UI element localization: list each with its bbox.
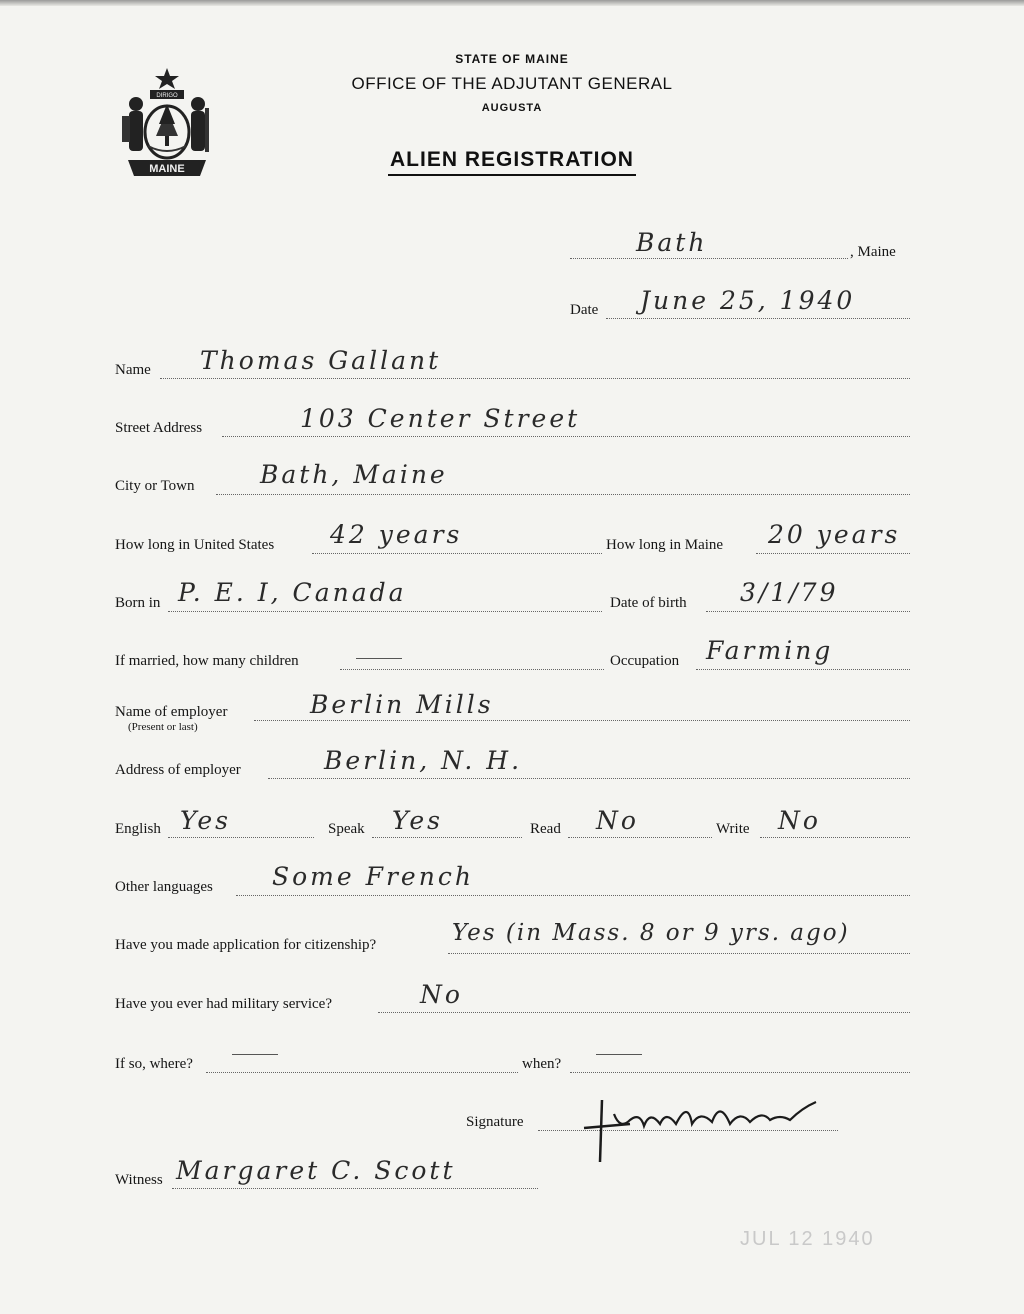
svg-text:DIRIGO: DIRIGO xyxy=(156,93,178,99)
employer-address-label: Address of employer xyxy=(115,762,241,778)
how-long-us-label: How long in United States xyxy=(115,537,275,553)
signature-mark xyxy=(580,1080,830,1170)
born-in-value: P. E. I, Canada xyxy=(178,578,407,607)
read-label: Read xyxy=(530,821,561,837)
street-address-label: Street Address xyxy=(115,420,203,436)
born-in-label: Born in xyxy=(115,595,161,611)
speak-value: Yes xyxy=(392,806,443,835)
scan-edge xyxy=(0,0,1024,6)
name-value: Thomas Gallant xyxy=(200,346,442,375)
date-of-birth-value: 3/1/79 xyxy=(740,578,839,607)
speak-label: Speak xyxy=(328,821,365,837)
english-value: Yes xyxy=(180,806,231,835)
header-city: AUGUSTA xyxy=(481,102,543,114)
city-town-value: Bath, Maine xyxy=(260,460,448,489)
military-value: No xyxy=(420,980,463,1009)
received-stamp: JUL 12 1940 xyxy=(740,1228,875,1250)
date-of-birth-label: Date of birth xyxy=(610,595,687,611)
witness-label: Witness xyxy=(115,1172,163,1188)
how-long-us-value: 42 years xyxy=(330,520,463,549)
date-value: June 25, 1940 xyxy=(640,286,856,315)
city-town-label: City or Town xyxy=(115,478,195,494)
children-label: If married, how many children xyxy=(115,653,299,669)
citizenship-label: Have you made application for citizenship? xyxy=(115,937,377,953)
occupation-value: Farming xyxy=(706,636,834,665)
how-long-maine-value: 20 years xyxy=(768,520,901,549)
when-label: when? xyxy=(522,1056,562,1072)
employer-name-label: Name of employer xyxy=(115,704,228,720)
employer-name-value: Berlin Mills xyxy=(310,690,494,719)
if-so-where-label: If so, where? xyxy=(115,1056,193,1072)
place-label: , Maine xyxy=(850,244,896,260)
witness-value: Margaret C. Scott xyxy=(176,1156,456,1185)
write-value: No xyxy=(778,806,821,835)
occupation-label: Occupation xyxy=(610,653,680,669)
place-value: Bath xyxy=(636,228,708,257)
english-label: English xyxy=(115,821,161,837)
children-blank-dash xyxy=(356,658,402,659)
header-office: OFFICE OF THE ADJUTANT GENERAL xyxy=(351,74,673,93)
date-label: Date xyxy=(570,302,599,318)
employer-name-sublabel: (Present or last) xyxy=(128,721,198,733)
citizenship-value: Yes (in Mass. 8 or 9 yrs. ago) xyxy=(452,920,850,946)
svg-text:MAINE: MAINE xyxy=(149,163,185,175)
where-blank-dash xyxy=(232,1054,278,1055)
signature-label: Signature xyxy=(466,1114,524,1130)
employer-address-value: Berlin, N. H. xyxy=(324,746,523,775)
read-value: No xyxy=(596,806,639,835)
how-long-maine-label: How long in Maine xyxy=(606,537,724,553)
street-address-value: 103 Center Street xyxy=(300,404,581,433)
military-label: Have you ever had military service? xyxy=(115,996,332,1012)
name-label: Name xyxy=(115,362,151,378)
write-label: Write xyxy=(716,821,750,837)
other-languages-value: Some French xyxy=(272,862,474,891)
form-title: ALIEN REGISTRATION xyxy=(0,148,1024,172)
when-blank-dash xyxy=(596,1054,642,1055)
other-languages-label: Other languages xyxy=(115,879,213,895)
header-state: STATE OF MAINE xyxy=(455,52,569,66)
